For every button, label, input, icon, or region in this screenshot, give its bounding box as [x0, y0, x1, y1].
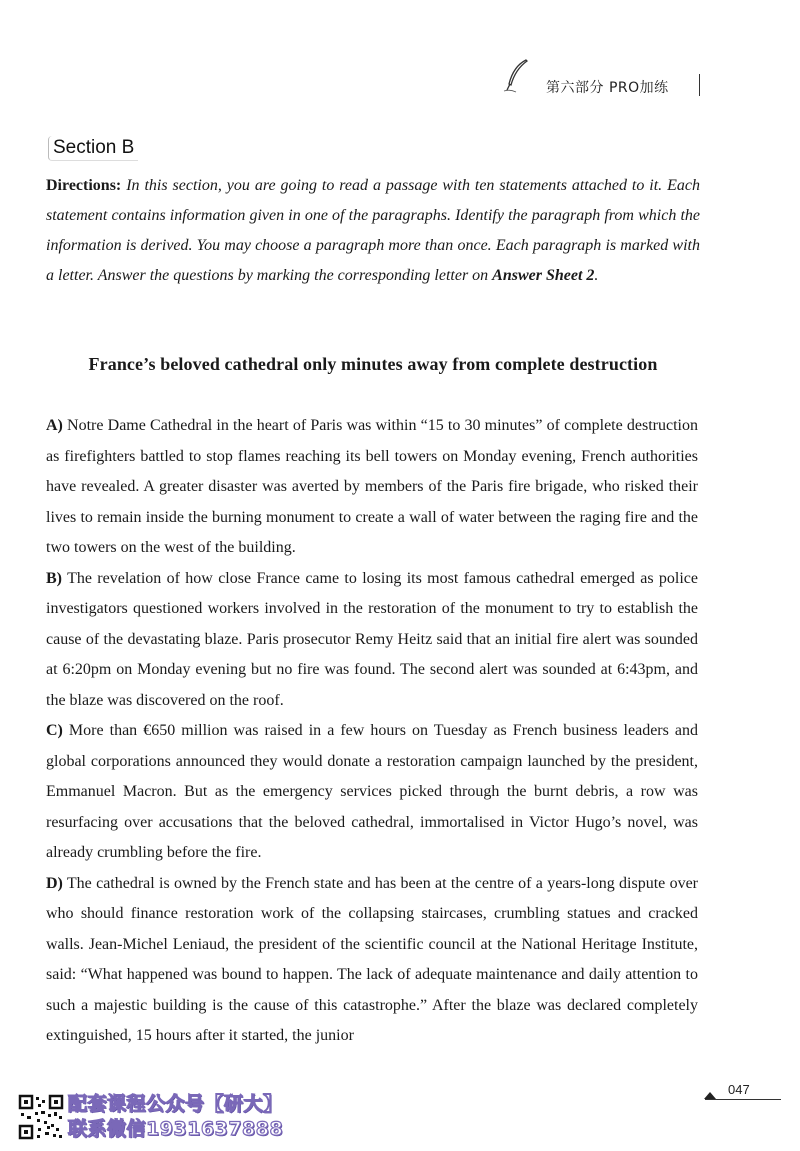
paragraph-text: The revelation of how close France came to losing its most famous cathedral emerged as police investigators questioned workers involved in the restoration of the monument to try to establish the cause of the devastating blaze. Paris prosecutor Remy Heitz said that an initial fire alert was sounded at 6:20pm on Monday evening but no fire was found. The second alert was sounded at 6:43pm, and the blaze was discovered on the roof. [46, 569, 698, 709]
paragraph-text: Notre Dame Cathedral in the heart of Paris was within “15 to 30 minutes” of complete destruction as firefighters battled to stop flames reaching its bell towers on Monday evening, French authorities have revealed. A greater disaster was averted by members of the Paris fire brigade, who risked their lives to remain inside the burning monument to create a wall of water between the raging fire and the two towers on the west of the building. [46, 417, 698, 556]
paragraph-a [46, 411, 698, 564]
promo-line-2: 联系微信1931637888 [68, 1118, 284, 1140]
passage [46, 411, 698, 1052]
paragraph-b [46, 564, 698, 717]
paragraph-letter: D) [46, 874, 63, 892]
paragraph-d [46, 869, 698, 1052]
paragraph-letter: C) [46, 722, 63, 739]
promo-line-1: 配套课程公众号【研大】 [68, 1093, 283, 1115]
part-label: 第六部分 PRO加练 [546, 80, 669, 96]
directions-end: . [594, 267, 599, 284]
paragraph-letter: A) [46, 417, 63, 434]
paragraph-text: More than €650 million was raised in a few hours on Tuesday as French business leaders and global corporations announced they would donate a restoration campaign launched by the president, Emmanuel Macron. But as the emergency services picked through the burnt debris, a row was resurfacing over accusations that the beloved cathedral, immortalised in Victor Hugo’s novel, was already crumbling before the fire. [46, 722, 698, 861]
paragraph-c [46, 716, 698, 869]
directions-label: Directions: [46, 177, 122, 194]
paragraph-text: The cathedral is owned by the French state and has been at the centre of a years-long dispute over who should finance restoration work of the collapsing staircases, crumbling statues and cracked walls. Jean-Michel Leniaud, the president of the scientific council at the National Heritage Institute, said: “What happened was bound to happen. The lack of adequate maintenance and daily attention to such a majestic building is the cause of this catastrophe.” After the blaze was declared completely extinguished, 15 hours after it started, the junior [46, 874, 698, 1044]
passage-title: France’s beloved cathedral only minutes away from complete destruction [88, 354, 658, 374]
answer-sheet-ref: Answer Sheet 2 [492, 267, 595, 284]
page-header [500, 66, 730, 104]
header-divider [699, 74, 700, 96]
paragraph-letter: B) [46, 569, 62, 587]
section-heading: Section B [48, 136, 138, 161]
directions-text: In this section, you are going to read a passage with ten statements attached to it. Each statement contains information given in one of the paragraphs. Identify the paragraph from which the information is derived. You may choose a paragraph more than once. Each paragraph is marked with a letter. Answer the questions by marking the corresponding letter on [46, 177, 700, 284]
page-marker-icon [704, 1092, 716, 1099]
directions [46, 171, 700, 291]
quill-pen-icon [500, 58, 534, 99]
footer-rule [705, 1099, 781, 1100]
page-number: 047 [728, 1082, 750, 1097]
promo-watermark [68, 1092, 283, 1142]
qr-code-icon [18, 1094, 64, 1140]
